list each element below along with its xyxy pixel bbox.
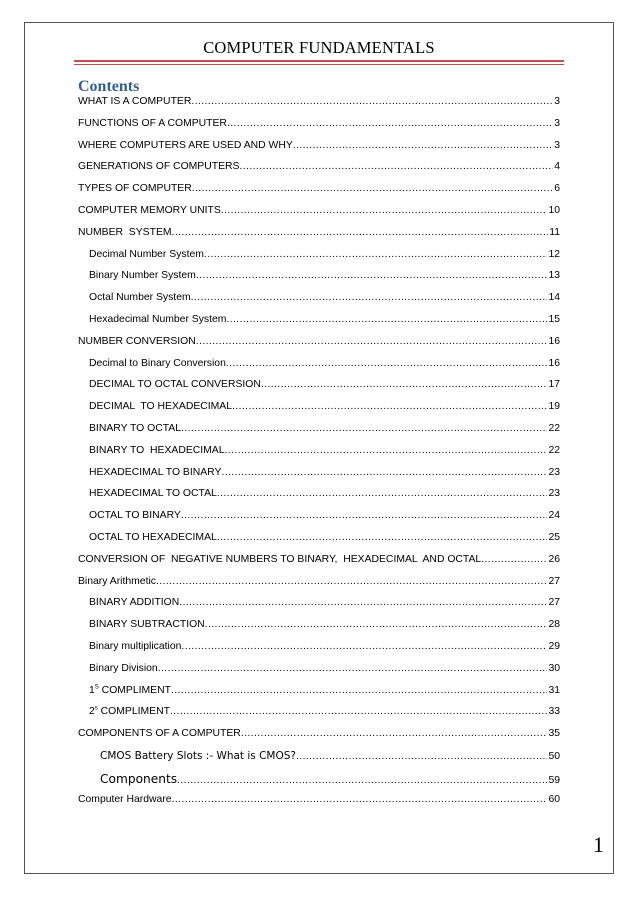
- toc-entry-title: BINARY TO OCTAL: [89, 422, 182, 434]
- toc-entry-title: Components: [100, 771, 178, 786]
- toc-entry-page: 22: [548, 444, 560, 456]
- toc-entry[interactable]: [78, 576, 560, 598]
- toc-dot-leader: [221, 467, 547, 478]
- toc-dot-leader: [293, 140, 553, 151]
- toc-entry[interactable]: [78, 358, 560, 380]
- toc-entry-title: OCTAL TO HEXADECIMAL: [89, 531, 217, 543]
- toc-entry[interactable]: [78, 597, 560, 619]
- toc-entry-title: COMPUTER MEMORY UNITS: [78, 204, 221, 216]
- toc-entry-title: BINARY SUBTRACTION: [89, 619, 205, 631]
- contents-heading: Contents: [78, 78, 140, 95]
- toc-entry-title-rest: COMPLIMENT: [98, 684, 171, 696]
- toc-entry-page: 3: [554, 117, 560, 129]
- toc-entry-title: DECIMAL TO OCTAL CONVERSION: [89, 379, 261, 391]
- toc-entry-page: 6: [554, 183, 560, 195]
- toc-dot-leader: [217, 532, 548, 543]
- toc-entry-page: 33: [548, 706, 560, 718]
- header-rule-thin: [74, 64, 564, 65]
- toc-entry-page: 16: [548, 335, 560, 347]
- toc-entry-page: 27: [548, 575, 560, 587]
- toc-entry[interactable]: [78, 401, 560, 423]
- toc-entry-page: 26: [548, 553, 560, 565]
- toc-entry-title: Binary Arithmetic: [78, 575, 156, 587]
- toc-entry[interactable]: [78, 270, 560, 292]
- toc-dot-leader: [241, 728, 548, 739]
- toc-entry[interactable]: [78, 532, 560, 554]
- toc-dot-leader: [181, 423, 547, 434]
- toc-entry-page: 17: [548, 379, 560, 391]
- toc-entry-title: Binary Number System: [89, 270, 196, 282]
- toc-entry[interactable]: [78, 292, 560, 314]
- toc-entry[interactable]: [78, 794, 560, 816]
- toc-entry-title: WHERE COMPUTERS ARE USED AND WHY: [78, 139, 293, 151]
- toc-entry-page: 13: [548, 270, 560, 282]
- toc-entry-title-num: 2: [89, 706, 95, 718]
- toc-entry[interactable]: [78, 685, 560, 707]
- toc-entry-page: 24: [548, 510, 560, 522]
- toc-entry-title: Decimal to Binary Conversion: [89, 357, 226, 369]
- toc-entry-page: 50: [548, 750, 560, 762]
- toc-entry-page: 3: [554, 139, 560, 151]
- toc-entry-page: 31: [548, 684, 560, 696]
- page-number: 1: [593, 832, 604, 857]
- toc-dot-leader: [170, 706, 547, 717]
- toc-dot-leader: [177, 775, 547, 786]
- toc-entry[interactable]: [78, 445, 560, 467]
- toc-entry[interactable]: [78, 554, 560, 576]
- toc-entry[interactable]: [78, 336, 560, 358]
- toc-entry-page: 60: [548, 793, 560, 805]
- toc-entry-title: Binary multiplication: [89, 640, 182, 652]
- toc-entry[interactable]: [78, 641, 560, 663]
- toc-dot-leader: [181, 641, 547, 652]
- toc-entry-page: 25: [548, 531, 560, 543]
- toc-entry-title: Binary Division: [89, 662, 158, 674]
- toc-entry[interactable]: [78, 706, 560, 728]
- toc-entry-page: 23: [548, 466, 560, 478]
- toc-entry-title-rest: COMPLIMENT: [97, 706, 170, 718]
- toc-entry-page: 16: [548, 357, 560, 369]
- toc-entry[interactable]: [78, 249, 560, 271]
- toc-entry[interactable]: [78, 314, 560, 336]
- toc-entry-page: 28: [548, 619, 560, 631]
- toc-dot-leader: [181, 510, 548, 521]
- toc-dot-leader: [191, 96, 553, 107]
- toc-entry-title: Computer Hardware: [78, 793, 172, 805]
- toc-entry-page: 59: [548, 774, 560, 786]
- toc-entry[interactable]: [78, 183, 560, 205]
- toc-entry-title: [89, 706, 170, 717]
- toc-entry-page: 3: [554, 96, 560, 107]
- toc-entry-page: 15: [548, 313, 560, 325]
- toc-dot-leader: [179, 597, 547, 608]
- toc-dot-leader: [226, 314, 547, 325]
- toc-entry[interactable]: [78, 379, 560, 401]
- toc-dot-leader: [226, 358, 548, 369]
- toc-dot-leader: [156, 576, 547, 587]
- toc-dot-leader: [239, 161, 553, 172]
- toc-entry-title: Octal Number System: [89, 292, 191, 304]
- toc-entry-title: Decimal Number System: [89, 248, 204, 260]
- toc-entry-title-sup: S: [94, 684, 99, 691]
- toc-dot-leader: [261, 379, 548, 390]
- toc-entry-title-num: 1: [89, 684, 95, 696]
- toc-dot-leader: [204, 249, 548, 260]
- toc-entry-title-sup: s: [94, 705, 98, 712]
- toc-entry-title: GENERATIONS OF COMPUTERS: [78, 161, 240, 173]
- toc-entry[interactable]: [78, 488, 560, 510]
- toc-entry-page: 19: [548, 401, 560, 413]
- document-header-title: COMPUTER FUNDAMENTALS: [203, 38, 435, 57]
- toc-entry-page: 23: [548, 488, 560, 500]
- toc-dot-leader: [296, 751, 547, 762]
- toc-dot-leader: [227, 118, 553, 129]
- toc-entry-title: CMOS Battery Slots :- What is CMOS?: [100, 749, 296, 762]
- toc-entry-page: 10: [548, 204, 560, 216]
- toc-dot-leader: [172, 227, 549, 238]
- toc-entry-title: CONVERSION OF NEGATIVE NUMBERS TO BINARY, HEXADECIMAL AND OCTAL: [78, 553, 482, 565]
- toc-entry-title: HEXADECIMAL TO BINARY: [89, 466, 222, 478]
- toc-entry[interactable]: [78, 467, 560, 489]
- toc-entry-title: NUMBER CONVERSION: [78, 335, 196, 347]
- toc-entry-title: FUNCTIONS OF A COMPUTER: [78, 117, 227, 129]
- toc-entry-page: 14: [548, 292, 560, 304]
- toc-dot-leader: [205, 619, 548, 630]
- table-of-contents: [78, 96, 560, 815]
- toc-entry-page: 22: [548, 422, 560, 434]
- toc-entry-title: [89, 685, 171, 696]
- toc-entry-title: OCTAL TO BINARY: [89, 510, 181, 522]
- toc-entry[interactable]: [78, 423, 560, 445]
- toc-dot-leader: [196, 336, 548, 347]
- toc-entry[interactable]: [78, 140, 560, 162]
- toc-entry-page: 27: [548, 597, 560, 609]
- toc-dot-leader: [481, 554, 547, 565]
- toc-dot-leader: [225, 445, 548, 456]
- toc-entry[interactable]: [78, 750, 560, 772]
- toc-entry[interactable]: [78, 205, 560, 227]
- toc-entry[interactable]: [78, 227, 560, 249]
- toc-entry-title: Hexadecimal Number System: [89, 313, 227, 325]
- toc-entry-title: TYPES OF COMPUTER: [78, 183, 192, 195]
- toc-dot-leader: [196, 270, 548, 281]
- toc-dot-leader: [217, 488, 548, 499]
- toc-entry-title: DECIMAL TO HEXADECIMAL: [89, 401, 233, 413]
- toc-entry[interactable]: [78, 96, 560, 118]
- toc-entry-page: 30: [548, 662, 560, 674]
- toc-dot-leader: [192, 183, 553, 194]
- toc-entry[interactable]: [78, 118, 560, 140]
- toc-entry-page: 4: [554, 161, 560, 173]
- header-rule-thick: [74, 60, 564, 62]
- toc-entry[interactable]: [78, 772, 560, 794]
- toc-entry-title: WHAT IS A COMPUTER: [78, 96, 192, 107]
- toc-entry-title: BINARY ADDITION: [89, 597, 180, 609]
- toc-entry-title: HEXADECIMAL TO OCTAL: [89, 488, 217, 500]
- toc-entry-title: BINARY TO HEXADECIMAL: [89, 444, 225, 456]
- toc-entry-page: 12: [548, 248, 560, 260]
- toc-entry-title: COMPONENTS OF A COMPUTER: [78, 728, 241, 740]
- toc-entry[interactable]: [78, 663, 560, 685]
- toc-entry-page: 29: [548, 640, 560, 652]
- toc-dot-leader: [158, 663, 548, 674]
- toc-entry-page: 35: [548, 728, 560, 740]
- toc-dot-leader: [221, 205, 548, 216]
- toc-dot-leader: [172, 794, 548, 805]
- toc-entry-page: 11: [549, 226, 560, 238]
- toc-dot-leader: [191, 292, 548, 303]
- toc-entry[interactable]: [78, 510, 560, 532]
- toc-dot-leader: [171, 685, 547, 696]
- toc-entry[interactable]: [78, 728, 560, 750]
- toc-entry[interactable]: [78, 161, 560, 183]
- toc-entry-title: NUMBER SYSTEM: [78, 226, 172, 238]
- toc-entry[interactable]: [78, 619, 560, 641]
- toc-dot-leader: [232, 401, 547, 412]
